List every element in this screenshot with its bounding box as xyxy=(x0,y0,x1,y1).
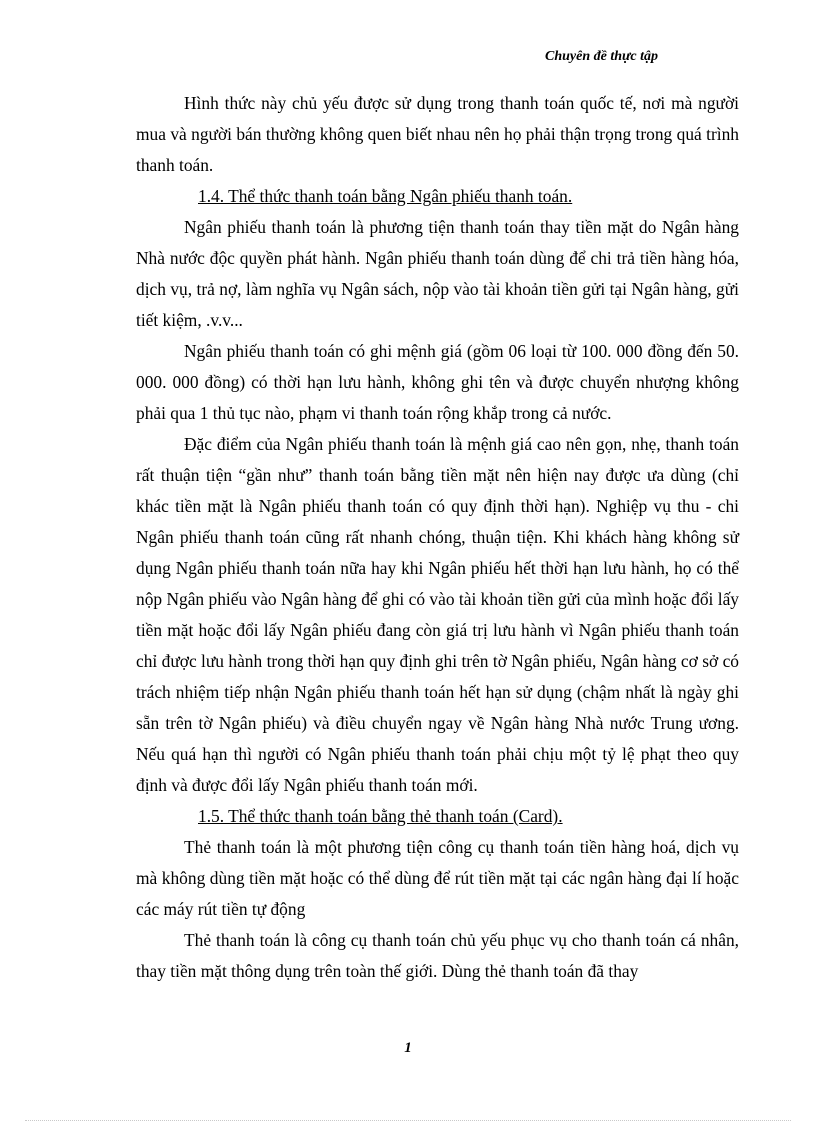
section-heading: 1.5. Thể thức thanh toán bằng thẻ thanh toán (Card). xyxy=(198,806,563,826)
body-text xyxy=(136,88,739,987)
paragraph: Ngân phiếu thanh toán có ghi mệnh giá (gồm 06 loại từ 100. 000 đồng đến 50. 000. 000 đồng) có thời hạn lưu hành, không ghi tên và được chuyển nhượng không phải qua 1 thủ tục nào, phạm vi thanh toán rộng khắp trong cả nước. xyxy=(136,341,739,423)
page-number: 1 xyxy=(404,1040,412,1056)
section-heading: 1.4. Thể thức thanh toán bằng Ngân phiếu thanh toán. xyxy=(198,186,573,206)
paragraph: Thẻ thanh toán là một phương tiện công cụ thanh toán tiền hàng hoá, dịch vụ mà không dùng tiền mặt hoặc có thể dùng để rút tiền mặt tại các ngân hàng đại lí hoặc các máy rút tiền tự động xyxy=(136,837,739,919)
running-header: Chuyên đề thực tập xyxy=(544,49,658,64)
paragraph: Thẻ thanh toán là công cụ thanh toán chủ yếu phục vụ cho thanh toán cá nhân, thay tiền mặt thông dụng trên toàn thế giới. Dùng thẻ thanh toán đã thay xyxy=(136,930,739,981)
paragraph: Đặc điểm của Ngân phiếu thanh toán là mệnh giá cao nên gọn, nhẹ, thanh toán rất thuận tiện “gần như” thanh toán bằng tiền mặt nên hiện nay được ưa dùng (chỉ khác tiền mặt là Ngân phiếu thanh toán có quy định thời hạn). Nghiệp vụ thu - chi Ngân phiếu thanh toán cũng rất nhanh chóng, thuận tiện. Khi khách hàng không sử dụng Ngân phiếu thanh toán nữa hay khi Ngân phiếu hết thời hạn lưu hành, họ có thể nộp Ngân phiếu vào Ngân hàng để ghi có vào tài khoản tiền gửi của mình hoặc đổi lấy tiền mặt hoặc đổi lấy Ngân phiếu đang còn giá trị lưu hành vì Ngân phiếu thanh toán chỉ được lưu hành trong thời hạn quy định ghi trên tờ Ngân phiếu, Ngân hàng cơ sở có trách nhiệm tiếp nhận Ngân phiếu thanh toán hết hạn sử dụng (chậm nhất là ngày ghi sẵn trên tờ Ngân phiếu) và điều chuyển ngay về Ngân hàng Nhà nước Trung ương. Nếu quá hạn thì người có Ngân phiếu thanh toán phải chịu một tỷ lệ phạt theo quy định và được đổi lấy Ngân phiếu thanh toán mới. xyxy=(136,434,739,795)
paragraph: Ngân phiếu thanh toán là phương tiện thanh toán thay tiền mặt do Ngân hàng Nhà nước độc quyền phát hành. Ngân phiếu thanh toán dùng để chi trả tiền hàng hóa, dịch vụ, trả nợ, làm nghĩa vụ Ngân sách, nộp vào tài khoản tiền gửi tại Ngân hàng, gửi tiết kiệm, .v.v... xyxy=(136,217,739,330)
page-bottom-divider xyxy=(25,1120,791,1121)
paragraph: Hình thức này chủ yếu được sử dụng trong thanh toán quốc tế, nơi mà người mua và người bán thường không quen biết nhau nên họ phải thận trọng trong quá trình thanh toán. xyxy=(136,93,739,175)
